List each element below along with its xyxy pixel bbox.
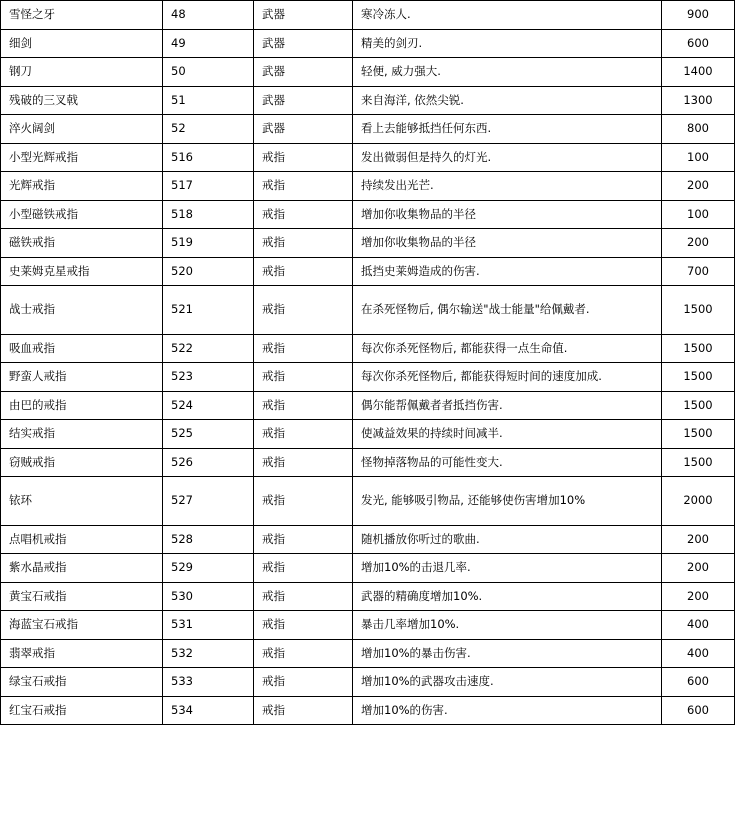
item-name-cell: 点唱机戒指 (1, 525, 163, 554)
item-type-cell: 戒指 (254, 363, 353, 392)
item-id-cell: 50 (163, 58, 254, 87)
item-price-cell: 800 (662, 115, 735, 144)
item-description-cell: 增加10%的击退几率. (353, 554, 662, 583)
item-id-cell: 531 (163, 611, 254, 640)
item-id-cell: 530 (163, 582, 254, 611)
table-row (1, 554, 735, 583)
item-type-cell: 戒指 (254, 668, 353, 697)
item-name-cell: 淬火阔剑 (1, 115, 163, 144)
item-price-cell: 1400 (662, 58, 735, 87)
item-description-cell: 怪物掉落物品的可能性变大. (353, 448, 662, 477)
item-price-cell: 400 (662, 611, 735, 640)
item-type-cell: 戒指 (254, 257, 353, 286)
table-row (1, 611, 735, 640)
item-type-cell: 戒指 (254, 477, 353, 526)
item-description-cell: 精美的剑刃. (353, 29, 662, 58)
item-id-cell: 49 (163, 29, 254, 58)
item-type-cell: 戒指 (254, 200, 353, 229)
item-price-cell: 1500 (662, 286, 735, 335)
item-price-cell: 1500 (662, 448, 735, 477)
item-type-cell: 武器 (254, 29, 353, 58)
item-name-cell: 翡翠戒指 (1, 639, 163, 668)
table-row (1, 58, 735, 87)
item-name-cell: 窃贼戒指 (1, 448, 163, 477)
table-row (1, 477, 735, 526)
item-id-cell: 518 (163, 200, 254, 229)
item-name-cell: 结实戒指 (1, 420, 163, 449)
item-id-cell: 528 (163, 525, 254, 554)
table-row (1, 391, 735, 420)
item-price-cell: 1300 (662, 86, 735, 115)
table-row (1, 143, 735, 172)
item-description-cell: 每次你杀死怪物后, 都能获得一点生命值. (353, 334, 662, 363)
item-description-cell: 每次你杀死怪物后, 都能获得短时间的速度加成. (353, 363, 662, 392)
item-id-cell: 524 (163, 391, 254, 420)
item-type-cell: 戒指 (254, 554, 353, 583)
item-price-cell: 700 (662, 257, 735, 286)
item-description-cell: 增加10%的武器攻击速度. (353, 668, 662, 697)
item-id-cell: 532 (163, 639, 254, 668)
item-type-cell: 戒指 (254, 391, 353, 420)
item-id-cell: 525 (163, 420, 254, 449)
item-price-cell: 2000 (662, 477, 735, 526)
item-name-cell: 细剑 (1, 29, 163, 58)
item-id-cell: 520 (163, 257, 254, 286)
item-name-cell: 绿宝石戒指 (1, 668, 163, 697)
item-name-cell: 野蛮人戒指 (1, 363, 163, 392)
item-price-cell: 200 (662, 582, 735, 611)
item-name-cell: 钢刀 (1, 58, 163, 87)
item-description-cell: 寒冷冻人. (353, 1, 662, 30)
item-name-cell: 黄宝石戒指 (1, 582, 163, 611)
item-description-cell: 偶尔能帮佩戴者者抵挡伤害. (353, 391, 662, 420)
table-row (1, 420, 735, 449)
item-name-cell: 由巴的戒指 (1, 391, 163, 420)
item-id-cell: 534 (163, 696, 254, 725)
item-description-cell: 使减益效果的持续时间减半. (353, 420, 662, 449)
item-id-cell: 527 (163, 477, 254, 526)
item-type-cell: 戒指 (254, 143, 353, 172)
item-description-cell: 增加10%的伤害. (353, 696, 662, 725)
item-description-cell: 来自海洋, 依然尖锐. (353, 86, 662, 115)
item-id-cell: 533 (163, 668, 254, 697)
item-name-cell: 小型光辉戒指 (1, 143, 163, 172)
item-name-cell: 战士戒指 (1, 286, 163, 335)
item-id-cell: 526 (163, 448, 254, 477)
item-price-cell: 100 (662, 200, 735, 229)
item-name-cell: 海蓝宝石戒指 (1, 611, 163, 640)
item-id-cell: 523 (163, 363, 254, 392)
table-row (1, 363, 735, 392)
table-row (1, 1, 735, 30)
item-id-cell: 52 (163, 115, 254, 144)
table-row (1, 229, 735, 258)
item-type-cell: 武器 (254, 1, 353, 30)
item-name-cell: 吸血戒指 (1, 334, 163, 363)
item-name-cell: 史莱姆克星戒指 (1, 257, 163, 286)
item-description-cell: 暴击几率增加10%. (353, 611, 662, 640)
item-price-cell: 200 (662, 525, 735, 554)
table-row (1, 172, 735, 201)
item-price-cell: 600 (662, 29, 735, 58)
item-table-body (1, 1, 735, 725)
item-name-cell: 小型磁铁戒指 (1, 200, 163, 229)
item-type-cell: 戒指 (254, 582, 353, 611)
item-price-cell: 200 (662, 229, 735, 258)
item-price-cell: 1500 (662, 391, 735, 420)
item-description-cell: 武器的精确度增加10%. (353, 582, 662, 611)
item-description-cell: 在杀死怪物后, 偶尔输送"战士能量"给佩戴者. (353, 286, 662, 335)
item-price-cell: 1500 (662, 363, 735, 392)
item-type-cell: 戒指 (254, 696, 353, 725)
item-price-cell: 600 (662, 668, 735, 697)
table-row (1, 115, 735, 144)
item-price-cell: 200 (662, 554, 735, 583)
table-row (1, 582, 735, 611)
table-row (1, 86, 735, 115)
item-price-cell: 200 (662, 172, 735, 201)
item-type-cell: 戒指 (254, 229, 353, 258)
item-name-cell: 紫水晶戒指 (1, 554, 163, 583)
item-id-cell: 522 (163, 334, 254, 363)
item-description-cell: 发出微弱但是持久的灯光. (353, 143, 662, 172)
item-type-cell: 戒指 (254, 639, 353, 668)
item-description-cell: 增加你收集物品的半径 (353, 229, 662, 258)
item-type-cell: 武器 (254, 86, 353, 115)
table-row (1, 525, 735, 554)
table-row (1, 696, 735, 725)
item-type-cell: 戒指 (254, 420, 353, 449)
item-type-cell: 戒指 (254, 172, 353, 201)
item-description-cell: 增加你收集物品的半径 (353, 200, 662, 229)
item-id-cell: 519 (163, 229, 254, 258)
item-name-cell: 残破的三叉戟 (1, 86, 163, 115)
table-row (1, 639, 735, 668)
item-description-cell: 抵挡史莱姆造成的伤害. (353, 257, 662, 286)
item-id-cell: 51 (163, 86, 254, 115)
item-type-cell: 戒指 (254, 334, 353, 363)
item-price-cell: 900 (662, 1, 735, 30)
item-type-cell: 戒指 (254, 448, 353, 477)
item-type-cell: 戒指 (254, 286, 353, 335)
table-row (1, 200, 735, 229)
table-row (1, 448, 735, 477)
table-row (1, 29, 735, 58)
item-name-cell: 雪怪之牙 (1, 1, 163, 30)
item-name-cell: 铱环 (1, 477, 163, 526)
item-price-cell: 600 (662, 696, 735, 725)
item-price-cell: 1500 (662, 334, 735, 363)
item-type-cell: 戒指 (254, 611, 353, 640)
item-name-cell: 光辉戒指 (1, 172, 163, 201)
item-id-cell: 517 (163, 172, 254, 201)
table-row (1, 334, 735, 363)
item-id-cell: 516 (163, 143, 254, 172)
table-row (1, 286, 735, 335)
item-name-cell: 红宝石戒指 (1, 696, 163, 725)
item-description-cell: 看上去能够抵挡任何东西. (353, 115, 662, 144)
item-type-cell: 戒指 (254, 525, 353, 554)
item-description-cell: 增加10%的暴击伤害. (353, 639, 662, 668)
item-price-cell: 100 (662, 143, 735, 172)
item-id-cell: 521 (163, 286, 254, 335)
item-description-cell: 轻便, 威力强大. (353, 58, 662, 87)
table-row (1, 257, 735, 286)
item-id-cell: 529 (163, 554, 254, 583)
item-description-cell: 发光, 能够吸引物品, 还能够使伤害增加10% (353, 477, 662, 526)
item-type-cell: 武器 (254, 58, 353, 87)
item-description-cell: 随机播放你听过的歌曲. (353, 525, 662, 554)
item-price-cell: 400 (662, 639, 735, 668)
item-price-cell: 1500 (662, 420, 735, 449)
table-row (1, 668, 735, 697)
item-type-cell: 武器 (254, 115, 353, 144)
item-description-cell: 持续发出光芒. (353, 172, 662, 201)
item-name-cell: 磁铁戒指 (1, 229, 163, 258)
item-id-cell: 48 (163, 1, 254, 30)
